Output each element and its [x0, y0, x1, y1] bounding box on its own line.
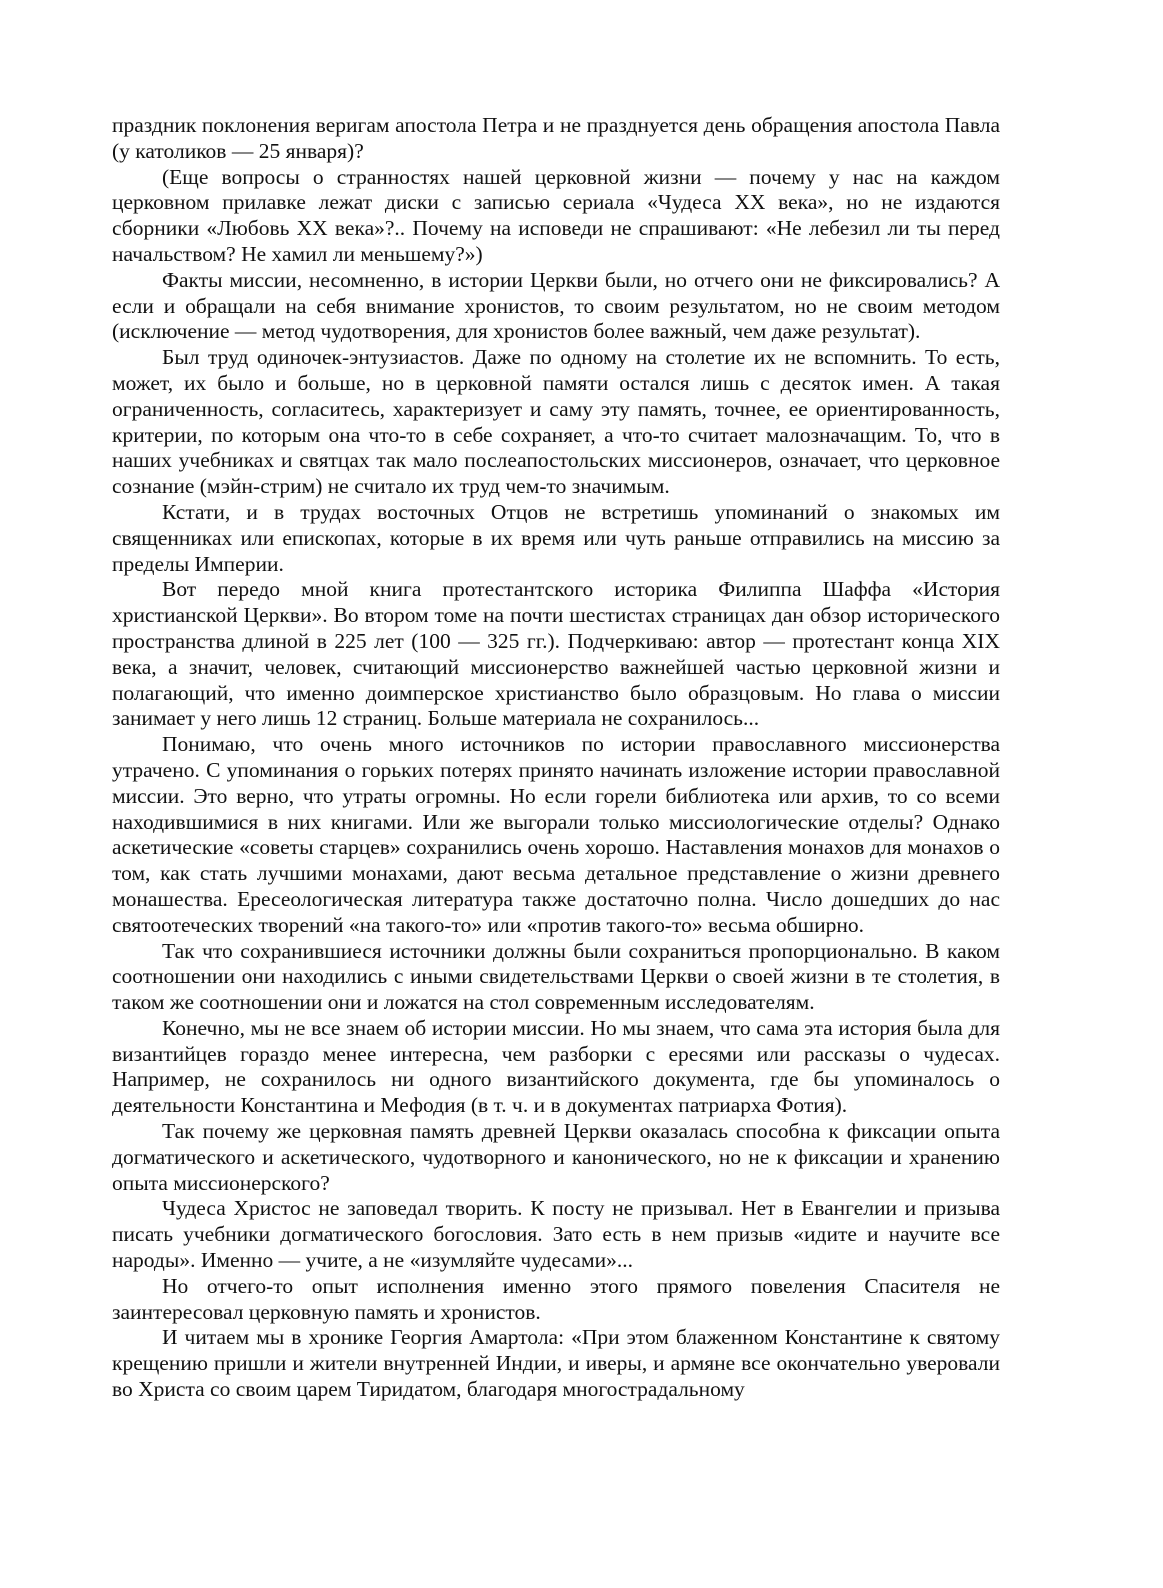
- paragraph: Но отчего-то опыт исполнения именно этого прямого повеления Спасителя не заинтересовал церковную память и хронистов.: [112, 1273, 1000, 1324]
- paragraph: Конечно, мы не все знаем об истории миссии. Но мы знаем, что сама эта история была для византийцев гораздо менее интересна, чем разборки с ересями или рассказы о чудесах. Например, не сохранилось ни одного византийского документа, где бы упоминалось о деятельности Константина и Мефодия (в т. ч. и в документах патриарха Фотия).: [112, 1015, 1000, 1118]
- paragraph: И читаем мы в хронике Георгия Амартола: «При этом блаженном Константине к святому крещению пришли и жители внутренней Индии, и иверы, и армяне все окончательно уверовали во Христа со своим царем Тиридатом, благодаря многострадальному: [112, 1325, 1000, 1402]
- paragraph: Так почему же церковная память древней Церкви оказалась способна к фиксации опыта догматического и аскетического, чудотворного и канонического, но не к фиксации и хранению опыта миссионерского?: [112, 1119, 1000, 1195]
- paragraph: (Еще вопросы о странностях нашей церковной жизни — почему у нас на каждом церковном прилавке лежат диски с записью сериала «Чудеса XX века», но не издаются сборники «Любовь XX века»?.. Почему на исповеди не спрашивают: «Не лебезил ли ты перед начальством? Не хамил ли меньшему?»): [112, 164, 1000, 266]
- paragraph: Чудеса Христос не заповедал творить. К посту не призывал. Нет в Евангелии и призыва писать учебники догматического богословия. Зато есть в нем призыв «идите и научите все народы». Именно — учите, а не «изумляйте чудесами»...: [112, 1196, 1000, 1273]
- paragraph: праздник поклонения веригам апостола Петра и не празднуется день обращения апостола Павла (у католиков — 25 января)?: [112, 113, 1000, 163]
- paragraph: Кстати, и в трудах восточных Отцов не встретишь упоминаний о знакомых им священниках или епископах, которые в их время или чуть раньше отправились на миссию за пределы Империи.: [112, 499, 1000, 576]
- paragraph: Факты миссии, несомненно, в истории Церкви были, но отчего они не фиксировались? А если и обращали на себя внимание хронистов, то своим результатом, но не своим методом (исключение — метод чудотворения, для хронистов более важный, чем даже результат).: [112, 267, 1000, 344]
- paragraph: Понимаю, что очень много источников по истории православного миссионерства утрачено. С упоминания о горьких потерях принято начинать изложение истории православной миссии. Это верно, что утраты огромны. Но если горели библиотека или архив, то со всеми находившимися в них книгами. Или же выгорали только миссиологические отделы? Однако аскетические «советы старцев» сохранились очень хорошо. Наставления монахов для монахов о том, как стать лучшими монахами, дают весьма детальное представление о жизни древнего монашества. Ересеологическая литература также достаточно полна. Число дошедших до нас святоотеческих творений «на такого-то» или «против такого-то» весьма обширно.: [112, 732, 1000, 937]
- paragraph: Был труд одиночек-энтузиастов. Даже по одному на столетие их не вспомнить. То есть, может, их было и больше, но в церковной памяти остался лишь с десяток имен. А такая ограниченность, согласитесь, характеризует и саму эту память, точнее, ее ориентированность, критерии, по которым она что-то в себе сохраняет, а что-то считает малозначащим. То, что в наших учебниках и святцах так мало послеапостольских миссионеров, означает, что церковное сознание (мэйн-стрим) не считало их труд чем-то значимым.: [112, 345, 1000, 499]
- paragraph: Так что сохранившиеся источники должны были сохраниться пропорционально. В каком соотношении они находились с иными свидетельствами Церкви о своей жизни в те столетия, в таком же соотношении они и ложатся на стол современным исследователям.: [112, 938, 1000, 1015]
- body-text: [112, 113, 1000, 1403]
- paragraph: Вот передо мной книга протестантского историка Филиппа Шаффа «История христианской Церкви». Во втором томе на почти шестистах страницах дан обзор исторического пространства длиной в 225 лет (100 — 325 гг.). Подчеркиваю: автор — протестант конца XIX века, а значит, человек, считающий миссионерство важнейшей частью церковной жизни и полагающий, что именно доимперское христианство было образцовым. Но глава о миссии занимает у него лишь 12 страниц. Больше материала не сохранилось...: [112, 577, 1000, 731]
